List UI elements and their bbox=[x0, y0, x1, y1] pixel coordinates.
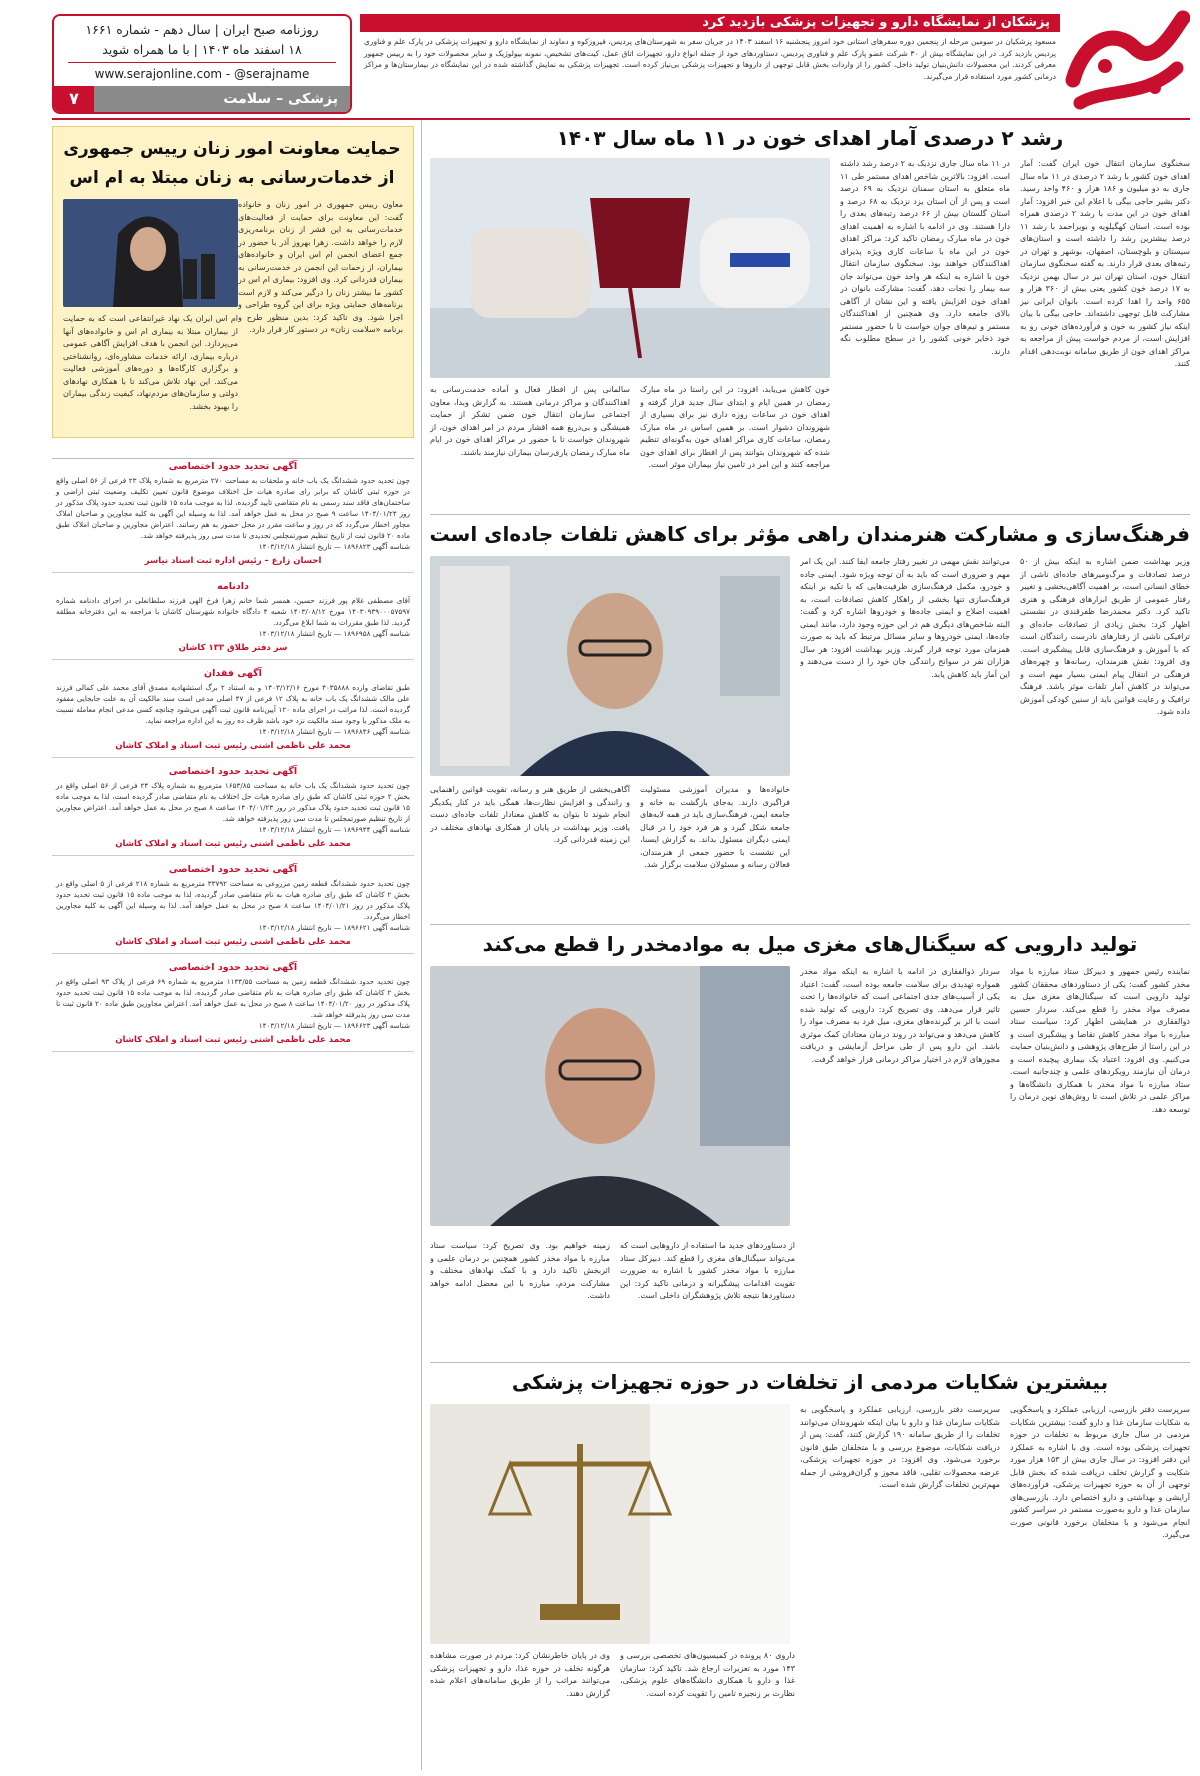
article-road-col-left-bottom: آگاهی‌بخشی از طریق هنر و رسانه، تقویت قوانین راهنمایی و رانندگی و افزایش نظارت‌ها، همگی باید در کنار یکدیگر انجام شوند تا بتوان به کاهش معنادار تلفات جاده‌ای دست یافت. وزیر بهداشت در پایان از همکاری نهادهای مختلف در این زمینه قدردانی کرد. bbox=[430, 785, 630, 844]
article-rule bbox=[430, 514, 1190, 515]
article-rule bbox=[430, 924, 1190, 925]
ad-signature: محمد علی ناظمی اشنی رئیس ثبت اسناد و املاک کاشان bbox=[115, 741, 351, 751]
ad-body: چون تحدید حدود ششدانگ قطعه زمین به مساحت ۱۱۳۴/۵۵ مترمربع به شماره ۶۹ فرعی از پلاک ۹۳ اصلی واقع در بخش ۲ کاشان که طبق رای صادره هیات به نام متقاضی صادر گردیده، لذا به موجب ماده ۱۵ قانون ثبت تحدید حدود پلاک مذکور در روز ۱۴۰۴/۰۱/۲۰ ساعت ۸ صبح در محل به عمل خواهد آمد. اعتراض مجاورین طبق ماده ۲۰ قانون ثبت تا مدت سی روز پذیرفته خواهد شد. bbox=[56, 977, 411, 1019]
official-woman-photo bbox=[63, 199, 238, 307]
issue-line: روزنامه صبح ایران | سال دهم - شماره ۱۶۶۱ bbox=[85, 22, 319, 37]
ad-meta: شناسه آگهی ۱۸۹۶۹۵۸ — تاریخ انتشار ۱۴۰۳/۱۲/۱۸ bbox=[258, 629, 410, 638]
ad-signature: احسان زارع – رئیس اداره ثبت اسناد نیاسر bbox=[144, 556, 322, 566]
ad-signature: محمد علی ناظمی اشنی رئیس ثبت اسناد و املاک کاشان bbox=[115, 1035, 351, 1045]
ad-meta: شناسه آگهی ۱۸۹۶۶۲۱ — تاریخ انتشار ۱۴۰۳/۱۲/۱۸ bbox=[258, 923, 410, 932]
header-divider bbox=[68, 62, 336, 63]
article-medical-title: بیشترین شکایات مردمی از تخلفات در حوزه تجهیزات پزشکی bbox=[511, 1370, 1109, 1394]
ad-divider bbox=[52, 855, 414, 856]
ad-meta: شناسه آگهی ۱۸۹۶۶۲۳ — تاریخ انتشار ۱۴۰۳/۱۲/۱۸ bbox=[258, 1021, 410, 1030]
ad-divider bbox=[52, 659, 414, 660]
sidebar-col-a: معاون رییس جمهوری در امور زنان و خانواده گفت: این معاونت برای حمایت از فعالیت‌های خدمات‌رسانی به این قشر از زنان برنامه‌ریزی لازم را خواهد داشت. زهرا بهروز آذر با حضور در جمع اعضای انجمن ام اس ایران و خانواده‌های بیماران، از زحمات این انجمن در خدمت‌رسانی به بیماران قدردانی کرد. وی افزود: بیماری ام اس در کشور ما بیشتر زنان را درگیر می‌کند و لازم است برنامه‌های حمایتی ویژه برای این گروه طراحی و اجرا شود. وی تاکید کرد: بدین منظور طرح و برنامه «سلامت زنان» در دستور کار قرار دارد. bbox=[238, 200, 403, 334]
blood-donation-photo bbox=[430, 158, 830, 378]
article-blood-col-bottom-mid: خون کاهش می‌یابد، افزود: در این راستا در ماه مبارک رمضان در همین ایام و ابتدای سال جدید فراز گرفته و اهدای خون در ساعات روزه داری نیز برای بسیاری از شهروندان دشوار است. بر همین اساس در ماه مبارک رمضان، ساعات کاری مراکز اهدای خون به‌گونه‌ای تنظیم شده که شهروندان بتوانند پس از افطار برای اهدای خون مراجعه کنند و این امر در تامین نیاز بیماران موثر است. bbox=[640, 385, 830, 469]
ad-body: چون تحدید حدود ششدانگ یک باب خانه و ملحقات به مساحت ۲۷۰ مترمربع به شماره پلاک ۲۳ فرعی از ۵۶ اصلی واقع در حوزه ثبتی کاشان که برابر رای صادره هیات حل اختلاف موضوع قانون تعیین تکلیف وضعیت ثبتی اراضی و ساختمان‌های فاقد سند رسمی به نام متقاضی تایید گردیده، لذا به موجب ماده ۱۵ قانون ثبت تحدید حدود پلاک مذکور در روز ۱۴۰۴/۰۱/۲۴ ساعت ۹ صبح در محل به عمل خواهد آمد. لذا به وسیله این آگهی به کلیه مجاورین و صاحبان املاک مجاور اخطار می‌گردد که در روز و ساعت مقرر در محل حضور به هم رسانند. اعتراض مجاورین و صاحبان املاک طبق ماده ۲۰ قانون ثبت از تاریخ تنظیم صورتمجلس تحدیدی تا مدت سی روز پذیرفته خواهد شد. bbox=[56, 476, 410, 540]
top-news-title: پزشکان از نمایشگاه دارو و تجهیزات پزشکی بازدید کرد bbox=[360, 14, 1060, 32]
article-road-title: فرهنگ‌سازی و مشارکت هنرمندان راهی مؤثر برای کاهش تلفات جاده‌ای است bbox=[429, 522, 1190, 546]
ad-title: آگهی تحدید حدود اختصاصی bbox=[168, 766, 298, 777]
article-medical-col-right: سرپرست دفتر بازرسی، ارزیابی عملکرد و پاسخگویی به شکایات سازمان غذا و دارو گفت: بیشترین شکایات مردمی در سال جاری مربوط به تخلفات در حوزه تجهیزات پزشکی بوده است. وی با اشاره به عملکرد این دفتر افزود: در سال جاری بیش از ۱۵۳ هزار مورد شکایت و گزارش تخلف دریافت شده که بخش قابل توجهی از آن به حوزه تجهیزات پزشکی، فرآورده‌های آرایشی و بهداشتی و دارو اختصاص دارد. بازرسی‌های سازمان غذا و دارو به‌صورت مستمر در سراسر کشور انجام می‌شود و با متخلفان برخورد قانونی صورت می‌گیرد. bbox=[1010, 1405, 1190, 1539]
ad-signature: محمد علی ناظمی اشنی رئیس ثبت اسناد و املاک کاشان bbox=[115, 937, 351, 947]
ad-divider bbox=[52, 757, 414, 758]
newspaper-logo bbox=[1065, 8, 1190, 116]
sidebar-feature bbox=[52, 126, 414, 438]
ad-title: آگهی تحدید حدود اختصاصی bbox=[168, 864, 298, 875]
scales-doctor-photo bbox=[430, 1404, 790, 1644]
minister-photo bbox=[430, 556, 790, 776]
ad-body: طبق تقاضای وارده ۴۰۳۵۸۸۸ مورخ ۱۴۰۳/۱۲/۱۶ و به استناد ۲ برگ استشهادیه مصدق آقای محمد علی کمالی فرزند علی مالک ششدانگ یک باب خانه به پلاک ۱۲ فرعی از ۴۷ اصلی مدعی است سند مالکیت آن به علت جابجایی مفقود گردیده است. لذا مراتب در اجرای ماده ۱۲۰ آیین‌نامه قانون ثبت آگهی می‌شود چنانچه کسی مدعی انجام معامله نسبت به ملک مذکور یا وجود سند مالکیت نزد خود باشد ظرف ده روز به این اداره مراجعه نماید. bbox=[56, 683, 411, 725]
legal-ad bbox=[52, 579, 414, 653]
legal-ad bbox=[52, 960, 414, 1045]
section-label bbox=[54, 86, 350, 112]
article-drug-col-bottom-left: زمینه خواهیم بود. وی تصریح کرد: سیاست ستاد مبارزه با مواد مخدر کشور همچنین بر درمان علمی و اثربخش تاکید دارد و با کمک نهادهای مختلف و مشارکت مردم، مبارزه با این معضل ادامه خواهد داشت. bbox=[430, 1241, 610, 1300]
website-line[interactable]: www.serajonline.com - @serajname bbox=[94, 67, 310, 81]
article-blood-col-left: در ۱۱ ماه سال جاری نزدیک به ۲ درصد رشد داشته است. افزود: بالاترین شاخص اهدای مستمر طی ۱۱ ماه متعلق به استان سمنان نزدیک به ۶۹ درصد است و پس از آن استان یزد نزدیک به ۶۸ درصد و استان گلستان بیش از ۶۶ درصد رتبه‌های بعدی را دارا هستند. وی در ادامه با اشاره به اهمیت اهدای خون در ماه مبارک رمضان تاکید کرد: مراکز اهدای خون در این ماه با ساعات کاری ویژه پذیرای اهداکنندگان خواهند بود. سخنگوی سازمان انتقال خون با اشاره به اینکه هر واحد خون می‌تواند جان سه بیمار را نجات دهد، گفت: مشارکت بانوان در اهدای خون افزایش یافته و این نشان از آگاهی بالای جامعه دارد. وی همچنین از اهداکنندگان مستمر و تیم‌های جوان خواست تا با حضور مستمر خود ذخایر خونی کشور را در سطح مطلوب نگه دارند. bbox=[840, 159, 1010, 356]
ad-divider bbox=[52, 1051, 414, 1052]
column-separator bbox=[421, 120, 422, 1770]
article-drug-col-mid: سردار ذوالفقاری در ادامه با اشاره به اینکه مواد مخدر همواره تهدیدی برای سلامت جامعه بوده است، گفت: اعتیاد یکی از آسیب‌های جدی اجتماعی است که خانواده‌ها را تحت تاثیر قرار می‌دهد. وی تصریح کرد: دارویی که تولید شده است با اثر بر گیرنده‌های مغزی، میل فرد به مصرف مواد را کاهش می‌دهد و می‌تواند در روند درمان معتادان کمک موثری باشد. این دارو پس از طی مراحل آزمایشی و دریافت مجوزهای لازم در اختیار مراکز درمانی قرار خواهد گرفت. bbox=[800, 967, 1000, 1064]
ad-signature: سر دفتر طلاق ۱۳۳ کاشان bbox=[178, 643, 288, 653]
date-line: ۱۸ اسفند ماه ۱۴۰۳ | با ما همراه شوید bbox=[102, 42, 302, 57]
issue-info-box bbox=[52, 14, 352, 114]
article-road-col-right: وزیر بهداشت ضمن اشاره به اینکه بیش از ۵۰ درصد تصادفات و مرگ‌ومیرهای جاده‌ای ناشی از خطای انسانی است، بر اهمیت آگاهی‌بخشی و تغییر رفتار عمومی از طریق ابزارهای فرهنگی و هنری تاکید کرد. دکتر محمدرضا ظفرقندی در نشستی اظهار کرد: بخش زیادی از تصادفات جاده‌ای و ترافیکی ناشی از رفتارهای نادرست رانندگان است که با آموزش و فرهنگ‌سازی قابل پیشگیری است. وی افزود: نقش هنرمندان، رسانه‌ها و چهره‌های فرهنگی در انتقال پیام ایمنی بسیار مهم است و می‌تواند در کاهش آمار تلفات موثر باشد. فرهنگ ترافیک و رعایت قوانین باید از سنین کودکی آموزش داده شود. bbox=[1020, 557, 1190, 716]
article-drug-col-bottom-mid: از دستاوردهای جدید ما استفاده از داروهایی است که می‌تواند سیگنال‌های مغزی را قطع کند. دبیرکل ستاد مبارزه با مواد مخدر کشور با اشاره به ضرورت تقویت اقدامات پیشگیرانه و درمانی تاکید کرد: این دستاوردها نتیجه تلاش پژوهشگران داخلی است. bbox=[620, 1241, 795, 1300]
article-road-col-mid-bottom: خانواده‌ها و مدیران آموزشی مسئولیت فراگیری دارند. به‌جای بازگشت به خانه و جامعه ایمن، فرهنگ‌سازی باید در همه لایه‌های جامعه شکل گیرد و هر فرد خود را در قبال ایمنی دیگران مسئول بداند. به گزارش ایسنا، این نشست با حضور جمعی از هنرمندان، فعالان رسانه و مسئولان سلامت برگزار شد. bbox=[640, 785, 790, 869]
sidebar-col-b: ام اس ایران یک نهاد غیرانتفاعی است که به حمایت از بیماران مبتلا به بیماری ام اس و خانواده‌های آنها می‌پردازد. این انجمن با هدف افزایش آگاهی عمومی درباره بیماری، ارائه خدمات مشاوره‌ای، روانشناختی و برگزاری کارگاه‌ها و دوره‌های آموزشی فعالیت می‌کند. این نهاد تلاش می‌کند تا با همکاری نهادهای دولتی و سازمان‌های مردم‌نهاد، کیفیت زندگی بیماران را بهبود بخشد. bbox=[63, 314, 238, 411]
article-blood-col-bottom-left: سالمانی پس از افطار فعال و آماده خدمت‌رسانی به اهداکنندگان و مراکز درمانی هستند. به گزارش وبدا، معاون اجتماعی سازمان انتقال خون ضمن تشکر از حمایت همیشگی و بی‌دریغ همه اقشار مردم در امر اهدای خون، از شهروندان خواست تا با حضور در مراکز اهدای خون در ایام ماه مبارک رمضان یاری‌رسان بیماران نیازمند باشند. bbox=[430, 385, 630, 457]
header-rule bbox=[52, 118, 1190, 120]
ad-body: چون تحدید حدود ششدانگ یک باب خانه به مساحت ۱۶۵۳/۸۵ مترمربع به شماره پلاک ۲۴ فرعی از ۵۶ اصلی واقع در بخش ۲ حوزه ثبتی کاشان که طبق رای صادره هیات حل اختلاف به نام متقاضی صادر گردیده است، لذا به موجب ماده ۱۵ قانون ثبت تحدید حدود پلاک مذکور در روز ۱۴۰۴/۰۱/۲۳ ساعت ۸ صبح در محل به عمل خواهد آمد. اعتراض مجاورین از تاریخ تنظیم صورتمجلس تا مدت سی روز پذیرفته خواهد شد. bbox=[56, 781, 410, 823]
ad-divider bbox=[52, 953, 414, 954]
article-blood-title: رشد ۲ درصدی آمار اهدای خون در ۱۱ ماه سال ۱۴۰۳ bbox=[556, 126, 1064, 150]
article-medical-col-mid: سرپرست دفتر بازرسی، ارزیابی عملکرد و پاسخگویی به شکایات سازمان غذا و دارو با بیان اینکه شهروندان می‌توانند تخلفات را از طریق سامانه ۱۹۰ گزارش کنند، گفت: پس از دریافت شکایات، موضوع بررسی و با متخلفان طبق قانون برخورد می‌شود. وی افزود: در حوزه تجهیزات پزشکی، عرضه محصولات تقلبی، فاقد مجوز و گران‌فروشی از جمله مهم‌ترین تخلفات گزارش شده است. bbox=[800, 1405, 1000, 1489]
legal-ad bbox=[52, 862, 414, 947]
article-medical-col-bottom-left: وی در پایان خاطرنشان کرد: مردم در صورت مشاهده هرگونه تخلف در حوزه غذا، دارو و تجهیزات پزشکی می‌توانند مراتب را از طریق سامانه‌های اعلام شده گزارش دهند. bbox=[430, 1651, 610, 1698]
top-news bbox=[360, 14, 1060, 112]
page-number: ۷ bbox=[54, 86, 94, 112]
ad-divider bbox=[52, 572, 414, 573]
section-name: پزشکی – سلامت bbox=[223, 91, 338, 107]
legal-ad bbox=[52, 459, 414, 566]
top-news-body: مسعود پزشکیان در سومین مرحله از پنجمین دوره سفرهای استانی خود امروز پنجشنبه ۱۶ اسفند ۱۴۰۳ در جریان سفر به شهرستان‌های پردیس، فیروزکوه و دماوند از نمایشگاه دارو و تجهیزات پزشکی در پارک علم و فناوری پردیس بازدید کرد. در این نمایشگاه بیش از ۳۰ شرکت عضو پارک علم و فناوری پردیس، دستاوردهای خود از جمله انواع دارو، تجهیزات اتاق عمل، کیت‌های تشخیص، نمونه بیولوژیک و سایر محصولات خود را به رییس جمهور معرفی کردند. این محصولات دانش‌بنیان تولید داخل، کشور را از واردات بخش قابل توجهی از داروها و تجهیزات پزشکی بی‌نیاز کرده است. تجهیزات پزشکی به نمایش گذاشته شده در این نمایشگاه در بیمارستان‌ها و مراکز درمانی کشور مورد استفاده قرار می‌گیرند. bbox=[364, 37, 1056, 81]
ad-meta: شناسه آگهی ۱۸۹۶۹۴۴ — تاریخ انتشار ۱۴۰۳/۱۲/۱۸ bbox=[258, 825, 410, 834]
ad-title: آگهی تحدید حدود اختصاصی bbox=[168, 962, 298, 973]
sidebar-title: حمایت معاونت امور زنان رییس جمهوری از خدمات‌رسانی به زنان مبتلا به ام اس bbox=[63, 139, 401, 188]
legal-ad bbox=[52, 666, 414, 751]
official-photo bbox=[430, 966, 790, 1226]
article-drug-title: تولید دارویی که سیگنال‌های مغزی میل به موادمخدر را قطع می‌کند bbox=[482, 932, 1138, 956]
ad-meta: شناسه آگهی ۱۸۹۶۸۴۶ — تاریخ انتشار ۱۴۰۳/۱۲/۱۸ bbox=[258, 727, 410, 736]
ad-body: چون تحدید حدود ششدانگ قطعه زمین مزروعی به مساحت ۳۳۷۹۲ مترمربع به شماره ۲۱۸ فرعی از ۵ اصلی واقع در بخش ۲ کاشان که طبق رای صادره هیات به نام متقاضی صادر گردیده، لذا به موجب ماده ۱۵ قانون ثبت تحدید حدود پلاک مذکور در روز ۱۴۰۴/۰۱/۲۱ ساعت ۸ صبح در محل به عمل خواهد آمد. لذا به وسیله این آگهی به کلیه مجاورین اخطار می‌گردد. bbox=[56, 879, 410, 921]
ad-title: آگهی فقدان bbox=[204, 668, 262, 679]
ad-title: آگهی تحدید حدود اختصاصی bbox=[168, 461, 298, 472]
article-road-col-mid: می‌توانند نقش مهمی در تغییر رفتار جامعه ایفا کنند. این یک امر مهم و ضروری است که باید به آن توجه ویژه شود. ایمنی جاده و خودرو، مکمل فرهنگ‌سازی ظرفیت‌هایی که با تکیه بر اینکه فرهنگ‌سازی تنها بخشی از راهکار کاهش تصادفات است، به اهمیت اصلاح و ایمنی جاده‌ها و خودروها اشاره کرد و گفت: البته شاخص‌های دیگری هم در این حوزه وجود دارد، مانند ایمنی جاده‌ها، ایمنی خودروها و سایر مسائل مرتبط که باید به صورت همزمان مورد توجه قرار گیرند. وزیر بهداشت افزود: هر سال هزاران نفر در سوانح رانندگی جان خود را از دست می‌دهند و این آمار باید کاهش یابد. bbox=[800, 557, 1010, 679]
article-rule bbox=[430, 1362, 1190, 1363]
legal-ad bbox=[52, 764, 414, 849]
article-drug-col-right: نماینده رئیس جمهور و دبیرکل ستاد مبارزه با مواد مخدر کشور گفت: یکی از دستاوردهای محققان کشور تولید دارویی است که سیگنال‌های مغزی میل به مصرف مواد مخدر را قطع می‌کند. سردار حسین ذوالفقاری در همایشی اظهار کرد: سیاست ستاد مبارزه با مواد مخدر کاهش تقاضا و پیشگیری است و در این راستا از طرح‌های پژوهشی و دانش‌بنیان حمایت می‌کنیم. وی افزود: اعتیاد یک بیماری پیچیده است و درمان آن نیازمند رویکردهای علمی و چندجانبه است. ستاد مبارزه با مواد مخدر با همکاری دانشگاه‌ها و مراکز علمی در تلاش است تا روش‌های نوین درمان را توسعه دهد. bbox=[1010, 967, 1190, 1114]
article-medical-col-bottom-mid: داروی ۸۰ پرونده در کمیسیون‌های تخصصی بررسی و ۱۴۳ مورد به تعزیرات ارجاع شد. تاکید کرد: سازمان غذا و دارو با همکاری دانشگاه‌های علوم پزشکی، نظارت بر زنجیره تامین را تقویت کرده است. bbox=[620, 1651, 795, 1698]
article-blood-col-right: سخنگوی سازمان انتقال خون ایران گفت: آمار اهدای خون کشور با رشد ۲ درصدی در ۱۱ ماه سال جاری به دو میلیون و ۱۸۶ هزار و ۴۶۰ واحد رسید. دکتر بشیر حاجی بیگی با اعلام این خبر افزود: آمار اهدای خون در این مدت با رشد ۲ درصدی همراه بوده است. استان کهگیلویه و بویراحمد با رشد ۱۱ درصد بیشترین رشد را داشته است و استان‌های سیستان و بلوچستان، اصفهان، بوشهر و تهران در رتبه‌های بعدی قرار دارند. به گفته سخنگوی سازمان انتقال خون، استان تهران نیز در سال بهمن نزدیک به ۱۷ درصد خون کشور یعنی بیش از ۳۶۰ هزار و ۶۵۵ واحد را اهدا کرده است. بانوان ایرانی نیز مشارکت قابل توجهی داشته‌اند. حاجی بیگی با بیان اینکه نیاز کشور به خون و فرآورده‌های خونی رو به افزایش است، از مردم خواست پیش از مراجعه به مراکز اهدای خون از طریق سامانه نوبت‌دهی اقدام کنند. bbox=[1020, 159, 1190, 368]
ad-title: دادنامه bbox=[217, 581, 249, 592]
ad-meta: شناسه آگهی ۱۸۹۶۸۲۳ — تاریخ انتشار ۱۴۰۳/۱۲/۱۸ bbox=[258, 542, 410, 551]
ad-signature: محمد علی ناظمی اشنی رئیس ثبت اسناد و املاک کاشان bbox=[115, 839, 351, 849]
ad-body: آقای مصطفی غلام پور فرزند حسین، همسر شما خانم زهرا فرخ الهی فرزند سلطانعلی در اجرای دادنامه شماره ۱۴۰۳۰۹۳۹۰۰۰۵۷۵۹۷ مورخ ۱۴۰۳/۰۸/۱۲ شعبه ۴ دادگاه خانواده شهرستان کاشان با مراجعه به این دفترخانه مطلقه گردید. لذا طبق مقررات به شما ابلاغ می‌گردد. bbox=[56, 596, 410, 627]
legal-ads-column bbox=[52, 458, 414, 1758]
